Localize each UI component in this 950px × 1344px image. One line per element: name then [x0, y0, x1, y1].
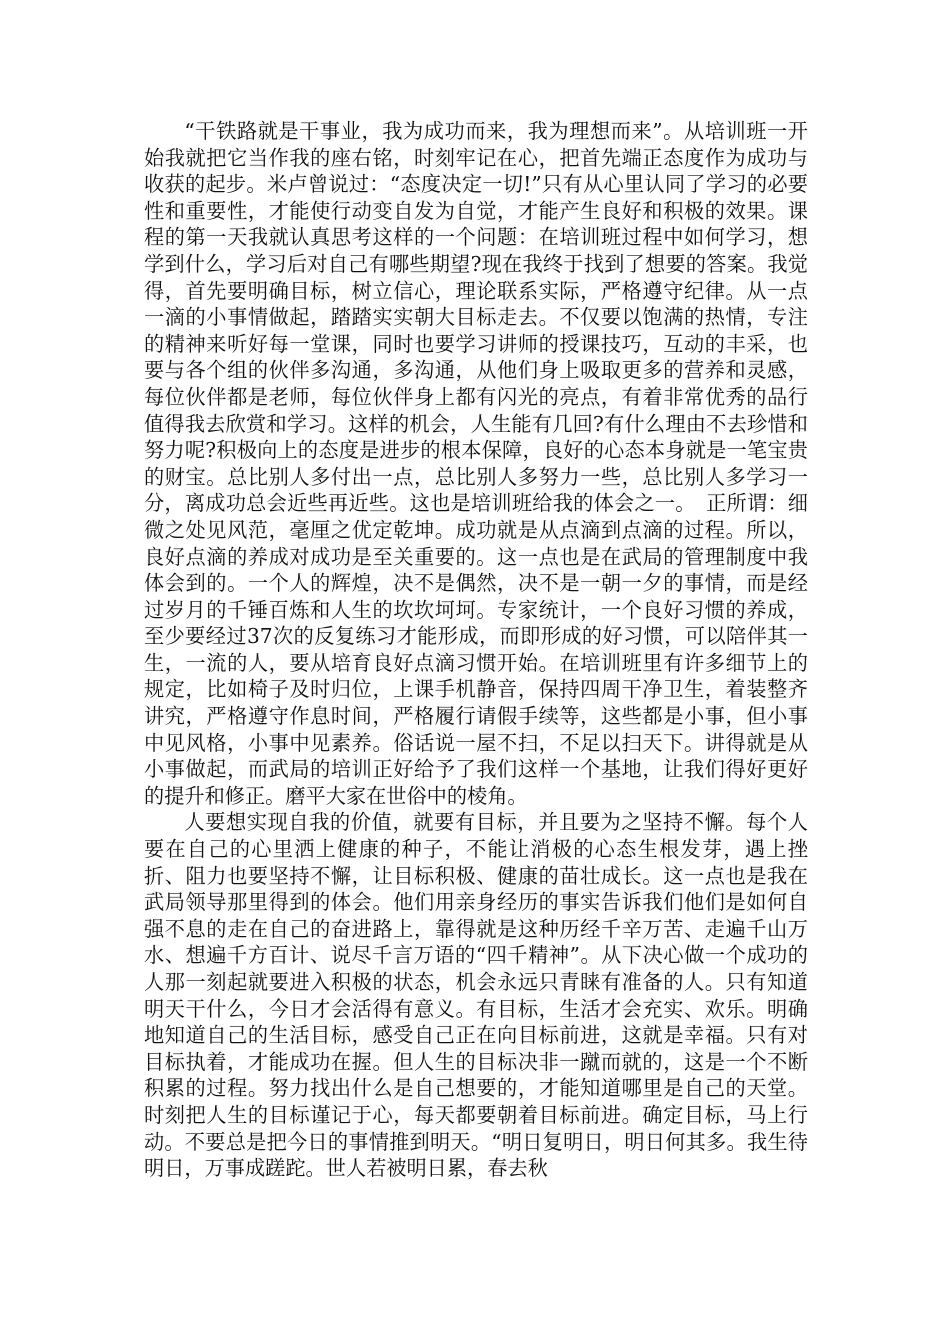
paragraph-1: “干铁路就是干事业，我为成功而来，我为理想而来”。从培训班一开始我就把它当作我的座右铭，时刻牢记在心，把首先端正态度作为成功与收获的起步。米卢曾说过：“态度决定一切!”只有从心里认同了学习的必要性和重要性，才能使行动变自发为自觉，才能产生良好和积极的效果。课程的第一天我就认真思考这样的一个问题：在培训班过程中如何学习，想学到什么，学习后对自己有哪些期望?现在我终于找到了想要的答案。我觉得，首先要明确目标，树立信心，理论联系实际，严格遵守纪律。从一点一滴的小事情做起，踏踏实实朝大目标走去。不仅要以饱满的热情，专注的精神来听好每一堂课，同时也要学习讲师的授课技巧，互动的丰采，也要与各个组的伙伴多沟通，多沟通，从他们身上吸取更多的营养和灵感，每位伙伴都是老师，每位伙伴身上都有闪光的亮点，有着非常优秀的品行值得我去欣赏和学习。这样的机会，人生能有几回?有什么理由不去珍惜和努力呢?积极向上的态度是进步的根本保障，良好的心态本身就是一笔宝贵的财宝。总比别人多付出一点，总比别人多努力一些，总比别人多学习一分，离成功总会近些再近些。这也是培训班给我的体会之一。 正所谓：细微之处见风范，毫厘之优定乾坤。成功就是从点滴到点滴的过程。所以，良好点滴的养成对成功是至关重要的。这一点也是在武局的管理制度中我体会到的。一个人的辉煌，决不是偶然，决不是一朝一夕的事情，而是经过岁月的千锤百炼和人生的坎坎坷坷。专家统计，一个良好习惯的养成，至少要经过37次的反复练习才能形成，而即形成的好习惯，可以陪伴其一生，一流的人，要从培育良好点滴习惯开始。在培训班里有许多细节上的规定，比如椅子及时归位，上课手机静音，保持四周干净卫生，着装整齐讲究，严格遵守作息时间，严格履行请假手续等，这些都是小事，但小事中见风格，小事中见素养。俗话说一屋不扫，不足以扫天下。讲得就是从小事做起，而武局的培训正好给予了我们这样一个基地，让我们得好更好的提升和修正。磨平大家在世俗中的棱角。 — [144, 119, 808, 808]
document-body — [144, 118, 808, 1182]
paragraph-2: 人要想实现自我的价值，就要有目标，并且要为之坚持不懈。每个人要在自己的心里洒上健康的种子，不能让消极的心态生根发芽，遇上挫折、阻力也要坚持不懈，让目标积极、健康的苗壮成长。这一点也是我在武局领导那里得到的体会。他们用亲身经历的事实告诉我们他们是如何自强不息的走在自己的奋进路上，靠得就是这种历经千辛万苦、走遍千山万水、想遍千方百计、说尽千言万语的“四千精神”。从下决心做一个成功的人那一刻起就要进入积极的状态，机会永远只青睐有准备的人。只有知道明天干什么，今日才会活得有意义。有目标，生活才会充实、欢乐。明确地知道自己的生活目标，感受自己正在向目标前进，这就是幸福。只有对目标执着，才能成功在握。但人生的目标决非一蹴而就的，这是一个不断积累的过程。努力找出什么是自己想要的，才能知道哪里是自己的天堂。时刻把人生的目标谨记于心，每天都要朝着目标前进。确定目标，马上行动。不要总是把今日的事情推到明天。“明日复明日，明日何其多。我生待明日，万事成蹉跎。世人若被明日累，春去秋 — [144, 810, 808, 1181]
